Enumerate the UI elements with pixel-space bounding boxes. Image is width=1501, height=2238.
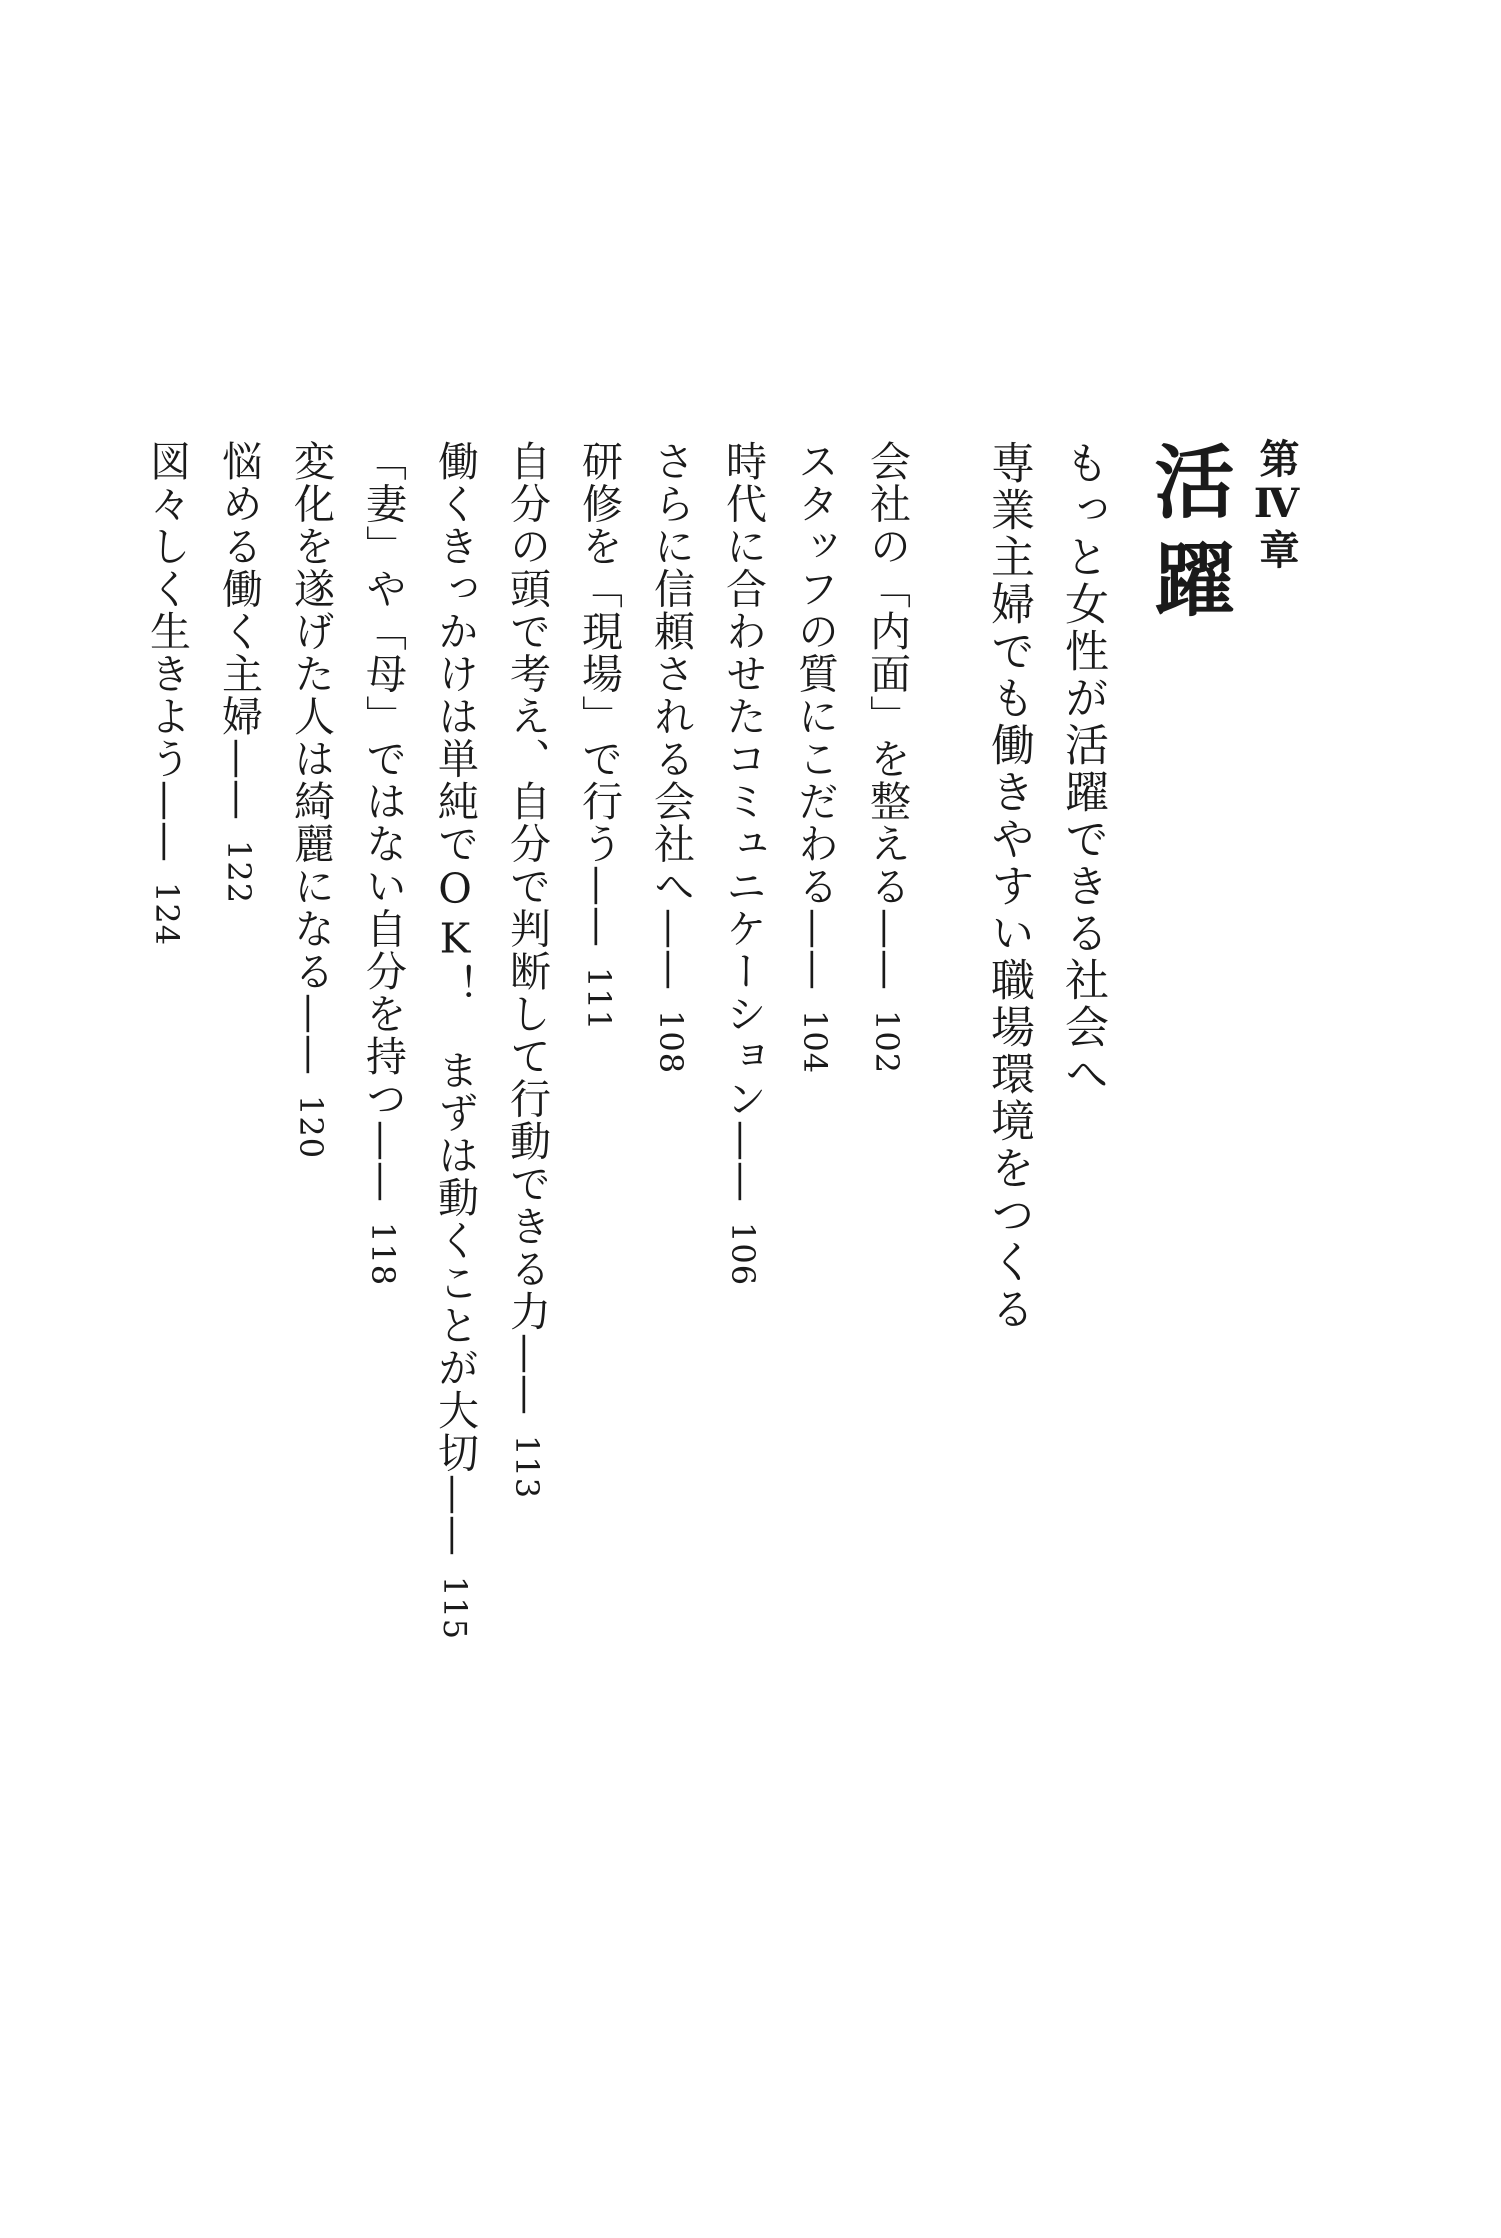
toc-entry-leader: —— (287, 992, 335, 1075)
toc-entry-page: 115 (436, 1576, 474, 1641)
toc-entry-title: 自分の頭で考え、自分で判断して行動できる力 (503, 440, 551, 1333)
toc-entry[interactable] (143, 440, 191, 947)
toc-entry-title: スタッフの質にこだわる (791, 440, 839, 908)
chapter-number: Ⅳ (1253, 480, 1300, 529)
toc-entry-title: 働くきっかけは単純でOK！ まずは動くことが大切 (431, 440, 479, 1474)
chapter-title: 活躍 (1141, 440, 1235, 636)
toc-entry-leader: —— (215, 737, 263, 820)
toc-entry-leader: —— (863, 907, 911, 990)
toc-entry[interactable] (215, 440, 263, 904)
chapter-label (1253, 438, 1300, 571)
chapter-subtitle-2: 専業主婦でも働きやすい職場環境をつくる (983, 440, 1034, 1333)
toc-entry-title: 悩める働く主婦 (215, 440, 263, 738)
toc-entry-page: 120 (292, 1094, 330, 1159)
toc-entry-title: 図々しく生きよう (143, 440, 191, 780)
toc-entry[interactable] (575, 440, 623, 1032)
chapter-subtitle-1: もっと女性が活躍できる社会へ (1057, 440, 1108, 1098)
toc-entry-leader: —— (791, 907, 839, 990)
toc-entry-leader: —— (647, 907, 695, 990)
toc-entry-page: 106 (724, 1222, 762, 1287)
toc-entry-leader: —— (431, 1474, 479, 1556)
toc-entry-page: 118 (364, 1222, 402, 1287)
chapter-label-suffix: 章 (1253, 529, 1300, 571)
toc-entry-leader: —— (143, 780, 191, 862)
toc-entry[interactable] (791, 440, 839, 1074)
chapter-label-prefix: 第 (1253, 438, 1300, 480)
toc-entry-page: 108 (652, 1009, 690, 1074)
toc-entry[interactable] (719, 440, 767, 1287)
toc-entry-page: 111 (580, 967, 618, 1032)
toc-entry[interactable] (431, 440, 479, 1641)
toc-entry[interactable] (359, 440, 407, 1287)
toc-entry[interactable] (503, 440, 551, 1499)
toc-entry[interactable] (287, 440, 335, 1159)
toc-entry-title: さらに信頼される会社へ (647, 440, 695, 908)
toc-entry-title: 「妻」や「母」ではない自分を持つ (359, 440, 407, 1120)
toc-entry-leader: —— (359, 1120, 407, 1202)
toc-entry-page: 124 (148, 882, 186, 947)
toc-entry-title: 変化を遂げた人は綺麗になる (287, 440, 335, 993)
toc-entry-leader: —— (503, 1332, 551, 1415)
toc-entry-page: 122 (220, 839, 258, 904)
toc-entry-leader: —— (719, 1120, 767, 1202)
toc-entry-leader: —— (575, 865, 623, 947)
toc-entry[interactable] (863, 440, 911, 1074)
toc-entry-title: 研修を「現場」で行う (575, 440, 623, 865)
toc-entry[interactable] (647, 440, 695, 1074)
toc-entry-title: 時代に合わせたコミュニケーション (719, 440, 767, 1120)
toc-entry-page: 102 (868, 1009, 906, 1074)
toc-entry-title: 会社の「内面」を整える (863, 440, 911, 908)
toc-entry-page: 113 (508, 1434, 546, 1499)
toc-entry-page: 104 (796, 1009, 834, 1074)
